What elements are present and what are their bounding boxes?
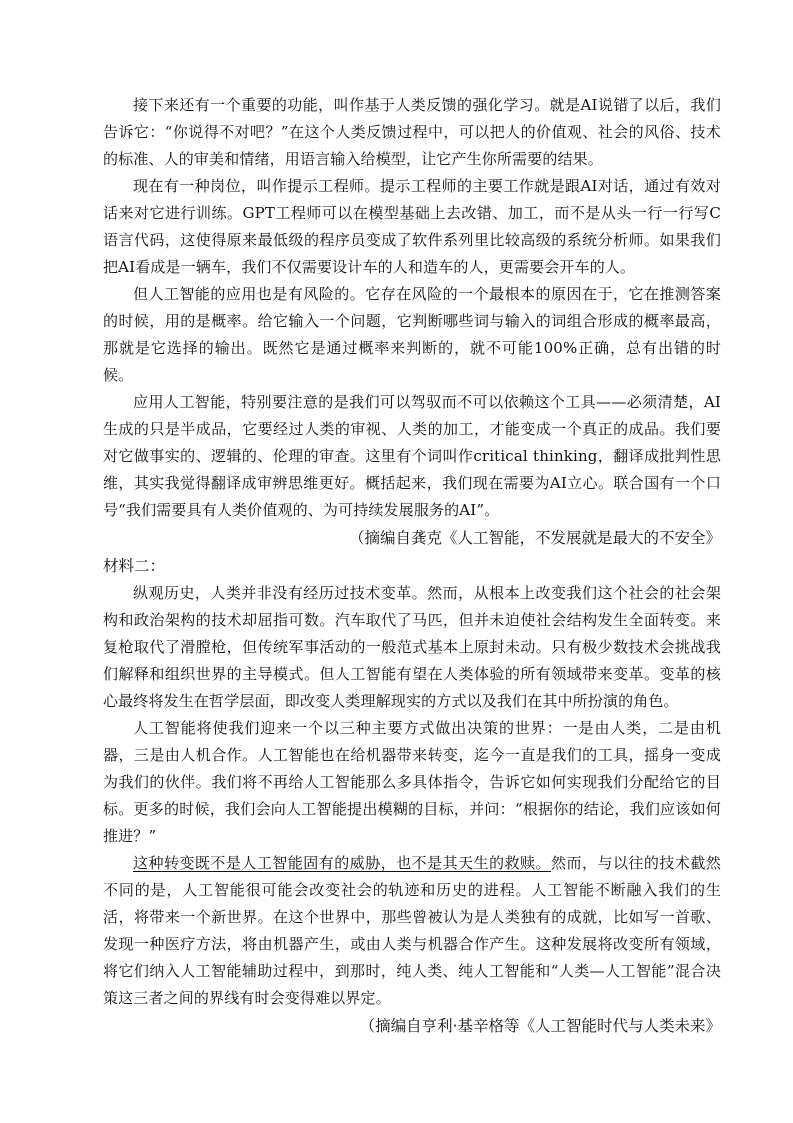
paragraph (103, 850, 721, 1012)
material1-source: （摘编自龚克《人工智能，不发展就是最大的不安全》 (348, 529, 721, 547)
paragraph: 应用人工智能，特别要注意的是我们可以驾驭而不可以依赖这个工具——必须清楚，AI生成的只是半成品，它要经过人类的审视、人类的加工，才能变成一个真正的成品。我们要对它做事实的、逻辑的、伦理的审查。这里有个词叫作critical thinking，翻译成批判性思维，其实我觉得翻译成审辨思维更好。概括起来，我们现在需要为AI立心。联合国有一个口号“我们需要具有人类价值观的、为可持续发展服务的AI”。 (103, 393, 721, 519)
paragraph: 但人工智能的应用也是有风险的。它存在风险的一个最根本的原因在于，它在推测答案的时候，用的是概率。给它输入一个问题，它判断哪些词与输入的词组合形成的概率最高，那就是它选择的输出。既然它是通过概率来判断的，就不可能100%正确，总有出错的时候。 (103, 285, 721, 384)
paragraph: 纵观历史，人类并非没有经历过技术变革。然而，从根本上改变我们这个社会的社会架构和政治架构的技术却屈指可数。汽车取代了马匹，但并未迫使社会结构发生全面转变。来复枪取代了滑膛枪，但传统军事活动的一般范式基本上原封未动。只有极少数技术会挑战我们解释和组织世界的主导模式。但人工智能有望在人类体验的所有领域带来变革。变革的核心最终将发生在哲学层面，即改变人类理解现实的方式以及我们在其中所扮演的角色。 (103, 584, 721, 710)
document-body (103, 92, 721, 1040)
paragraph: 人工智能将使我们迎来一个以三种主要方式做出决策的世界：一是由人类，二是由机器，三是由人机合作。人工智能也在给机器带来转变，迄今一直是我们的工具，摇身一变成为我们的伙伴。我们将不再给人工智能那么多具体指令，告诉它如何实现我们分配给它的目标。更多的时候，我们会向人工智能提出模糊的目标，并问：“根据你的结论，我们应该如何推进？” (103, 719, 721, 845)
paragraph-text: 然而，与以往的技术截然不同的是，人工智能很可能会改变社会的轨迹和历史的进程。人工智能不断融入我们的生活，将带来一个新世界。在这个世界中，那些曾被认为是人类独有的成就，比如写一首歌、发现一种医疗方法，将由机器产生，或由人类与机器合作产生。这种发展将改变所有领域，将它们纳入人工智能辅助过程中，到那时，纯人类、纯人工智能和“人类—人工智能”混合决策这三者之间的界线有时会变得难以界定。 (103, 854, 721, 1007)
paragraph: 现在有一种岗位，叫作提示工程师。提示工程师的主要工作就是跟AI对话，通过有效对话来对它进行训练。GPT工程师可以在模型基础上去改错、加工，而不是从头一行一行写C语言代码，这使得原来最低级的程序员变成了软件系列里比较高级的系统分析师。如果我们把AI看成是一辆车，我们不仅需要设计车的人和造车的人，更需要会开车的人。 (103, 177, 721, 276)
material2-heading: 材料二： (103, 557, 166, 575)
material2-source: （摘编自亨利·基辛格等《人工智能时代与人类未来》 (359, 1017, 721, 1035)
paragraph: 接下来还有一个重要的功能，叫作基于人类反馈的强化学习。就是AI说错了以后，我们告诉它：“你说得不对吧？”在这个人类反馈过程中，可以把人的价值观、社会的风俗、技术的标准、人的审美和情绪，用语言输入给模型，让它产生你所需要的结果。 (103, 96, 721, 168)
underlined-sentence: 这种转变既不是人工智能固有的威胁，也不是其天生的救赎。 (133, 854, 552, 872)
